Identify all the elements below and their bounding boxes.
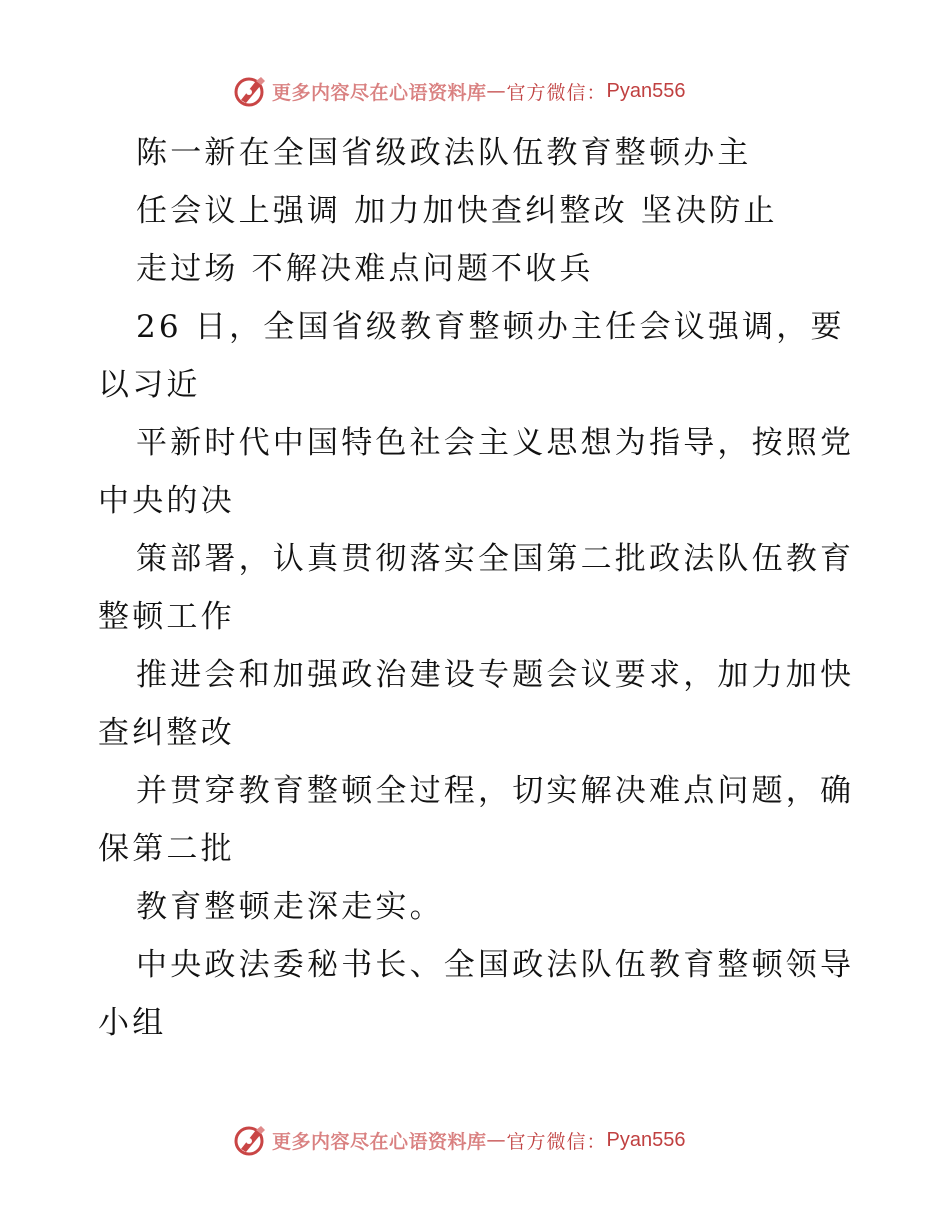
body-line: 以习近 — [98, 367, 201, 403]
body-line: 保第二批 — [98, 831, 235, 867]
body-line: 整顿工作 — [98, 599, 235, 635]
article-body — [98, 298, 858, 1052]
body-line: 小组 — [98, 1005, 167, 1041]
watermark-separator: — — [486, 1129, 507, 1151]
watermark-text: 更多内容尽在心语资料库 — [272, 81, 487, 104]
watermark-separator: — — [486, 80, 507, 102]
title-line: 走过场 不解决难点问题不收兵 — [136, 251, 594, 287]
article-title — [98, 124, 858, 298]
body-line: 平新时代中国特色社会主义思想为指导，按照党 — [136, 425, 855, 461]
body-line: 策部署，认真贯彻落实全国第二批政法队伍教育 — [136, 541, 855, 577]
pen-logo-icon — [232, 73, 268, 109]
title-line: 陈一新在全国省级政法队伍教育整顿办主 — [136, 135, 752, 171]
watermark-text: 更多内容尽在心语资料库 — [272, 1130, 487, 1153]
body-line: 中央政法委秘书长、全国政法队伍教育整顿领导 — [136, 947, 855, 983]
body-line: 教育整顿走深走实。 — [136, 889, 444, 925]
body-line: 推进会和加强政治建设专题会议要求，加力加快 — [136, 657, 855, 693]
body-line: 26 日，全国省级教育整顿办主任会议强调，要 — [136, 309, 845, 345]
watermark-label: 官方微信： — [506, 81, 607, 104]
watermark-banner-bottom — [232, 1121, 686, 1159]
pen-logo-icon — [232, 1122, 268, 1158]
watermark-id: Pyan556 — [606, 79, 686, 102]
watermark-label: 官方微信： — [506, 1130, 607, 1153]
body-line: 中央的决 — [98, 483, 235, 519]
body-line: 并贯穿教育整顿全过程，切实解决难点问题，确 — [136, 773, 855, 809]
article-content — [98, 124, 858, 1052]
watermark-banner-top — [232, 72, 686, 110]
watermark-id: Pyan556 — [606, 1128, 686, 1151]
title-line: 任会议上强调 加力加快查纠整改 坚决防止 — [136, 193, 778, 229]
body-line: 查纠整改 — [98, 715, 235, 751]
